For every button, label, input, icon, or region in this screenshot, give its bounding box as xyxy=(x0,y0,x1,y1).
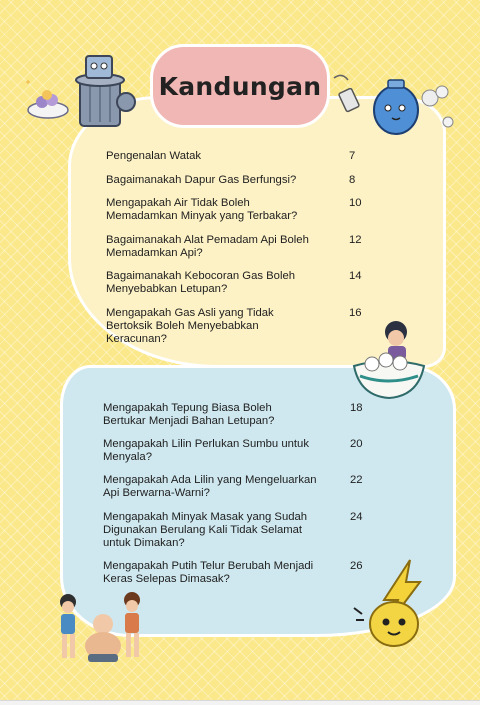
toc-entry-page: 22 xyxy=(350,474,363,486)
toc-entry-title: Mengapakah Gas Asli yang Tidak Bertoksik Boleh Menyebabkan Keracunan? xyxy=(106,307,274,345)
toc-entry-title: Mengapakah Lilin Perlukan Sumbu untuk Menyala? xyxy=(103,438,309,463)
bowl-character-icon xyxy=(348,318,428,404)
toc-entry-page: 18 xyxy=(350,402,363,414)
trash-can-character-icon xyxy=(18,52,138,132)
toc-entry-page: 10 xyxy=(349,197,362,209)
toc-entry-page: 8 xyxy=(349,174,356,186)
toc-entry-title: Mengapakah Ada Lilin yang Mengeluarkan Api Berwarna-Warni? xyxy=(103,474,317,499)
toc-entry-title: Bagaimanakah Dapur Gas Berfungsi? xyxy=(106,174,297,186)
toc-entry-title: Bagaimanakah Kebocoran Gas Boleh Menyebabkan Letupan? xyxy=(106,270,296,295)
title-box xyxy=(150,44,330,128)
toc-entry-title: Bagaimanakah Alat Pemadam Api Boleh Memadamkan Api? xyxy=(106,234,309,259)
toc-entry-page: 16 xyxy=(349,307,362,319)
toc-entry-title: Mengapakah Minyak Masak yang Sudah Digunakan Berulang Kali Tidak Selamat untuk Dimakan? xyxy=(103,511,308,549)
toc-entry-page: 26 xyxy=(350,560,363,572)
gas-cylinder-character-icon xyxy=(330,68,460,140)
toc-entry-page: 20 xyxy=(350,438,363,450)
toc-entry-title: Mengapakah Air Tidak Boleh Memadamkan Minyak yang Terbakar? xyxy=(106,197,298,222)
lightning-character-icon xyxy=(350,556,436,652)
toc-entry-title: Mengapakah Tepung Biasa Boleh Bertukar Menjadi Bahan Letupan? xyxy=(103,402,275,427)
page-bottom-strip xyxy=(0,700,480,705)
toc-entry-page: 24 xyxy=(350,511,363,523)
children-characters-icon xyxy=(46,588,158,668)
toc-entry-page: 14 xyxy=(349,270,362,282)
toc-entry-title: Pengenalan Watak xyxy=(106,150,202,162)
toc-entry-page: 12 xyxy=(349,234,362,246)
page-title: Kandungan xyxy=(158,71,322,101)
toc-entry-title: Mengapakah Putih Telur Berubah Menjadi Keras Selepas Dimasak? xyxy=(103,560,314,585)
toc-entry-page: 7 xyxy=(349,150,356,162)
